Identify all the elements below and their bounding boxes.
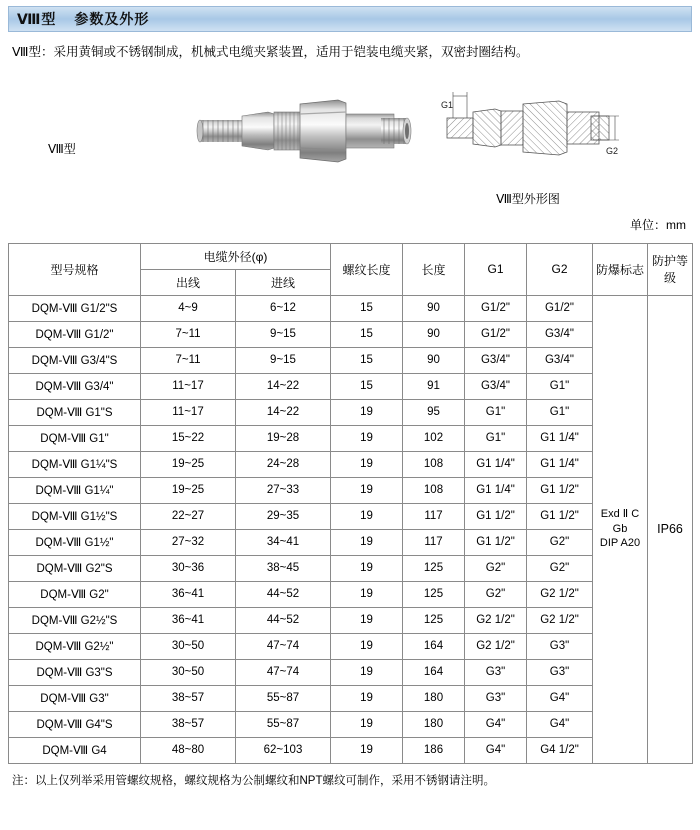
cell-g2: G2" [527,555,593,581]
cell-thread: 15 [331,321,403,347]
cell-g1: G1" [465,425,527,451]
cell-in: 9~15 [236,347,331,373]
cell-in: 44~52 [236,581,331,607]
cell-g1: G3/4" [465,373,527,399]
th-cable-diameter: 电缆外径(φ) [141,243,331,269]
cell-thread: 19 [331,685,403,711]
table-row [9,451,693,477]
cell-in: 44~52 [236,607,331,633]
cell-g2: G1 1/2" [527,477,593,503]
cell-in: 6~12 [236,295,331,321]
svg-text:G2: G2 [606,145,619,156]
cell-g1: G1 1/2" [465,529,527,555]
cell-g2: G1" [527,399,593,425]
cell-g2: G1 1/4" [527,451,593,477]
th-out-line: 出线 [141,269,236,295]
table-row [9,399,693,425]
cell-out: 36~41 [141,581,236,607]
cell-length: 125 [403,581,465,607]
table-row [9,425,693,451]
illustration-area [8,68,692,243]
cell-g1: G2 1/2" [465,633,527,659]
cell-g2: G2 1/2" [527,581,593,607]
cell-out: 36~41 [141,607,236,633]
table-row [9,555,693,581]
outline-drawing [433,78,623,178]
cell-out: 7~11 [141,321,236,347]
cell-g1: G1" [465,399,527,425]
cell-thread: 19 [331,529,403,555]
cell-out: 7~11 [141,347,236,373]
cell-thread: 19 [331,555,403,581]
th-model: 型号规格 [9,243,141,295]
product-photo [188,76,418,186]
table-header-row-1 [9,243,693,269]
cell-thread: 19 [331,607,403,633]
cell-out: 38~57 [141,685,236,711]
specification-table [8,243,693,764]
cell-out: 30~50 [141,659,236,685]
cell-out: 48~80 [141,737,236,763]
illustration-type-label: Ⅷ型 [48,141,76,156]
cell-model: DQM-Ⅷ G1¼"S [9,451,141,477]
cell-model: DQM-Ⅷ G1"S [9,399,141,425]
table-row [9,633,693,659]
table-row [9,685,693,711]
cell-g2: G3" [527,633,593,659]
cell-thread: 19 [331,737,403,763]
cell-out: 19~25 [141,451,236,477]
table-row [9,737,693,763]
cell-thread: 19 [331,477,403,503]
cell-thread: 19 [331,659,403,685]
cell-out: 11~17 [141,399,236,425]
cell-ip-grade: IP66 [648,295,693,763]
cell-out: 22~27 [141,503,236,529]
th-g1: G1 [465,243,527,295]
table-head [9,243,693,295]
cell-g1: G1 1/4" [465,477,527,503]
cell-length: 108 [403,477,465,503]
cell-length: 91 [403,373,465,399]
cell-thread: 19 [331,451,403,477]
cell-out: 30~50 [141,633,236,659]
ex-mark-line-1: Exd Ⅱ C Gb [600,507,640,535]
cell-model: DQM-Ⅷ G3"S [9,659,141,685]
cell-length: 186 [403,737,465,763]
cell-g2: G2" [527,529,593,555]
cell-g1: G3/4" [465,347,527,373]
cell-out: 15~22 [141,425,236,451]
cell-length: 117 [403,529,465,555]
cell-length: 102 [403,425,465,451]
cell-g2: G1" [527,373,593,399]
product-description: Ⅷ型：采用黄铜或不锈钢制成，机械式电缆夹紧装置，适用于铠装电缆夹紧，双密封圈结构。 [12,45,529,59]
cell-length: 125 [403,555,465,581]
cell-length: 164 [403,659,465,685]
cell-g2: G1/2" [527,295,593,321]
cell-length: 117 [403,503,465,529]
cell-in: 14~22 [236,373,331,399]
cell-model: DQM-Ⅷ G2"S [9,555,141,581]
cell-length: 164 [403,633,465,659]
cell-g1: G3" [465,659,527,685]
cell-in: 55~87 [236,685,331,711]
cell-length: 95 [403,399,465,425]
cell-g2: G3/4" [527,321,593,347]
cell-model: DQM-Ⅷ G4 [9,737,141,763]
cell-out: 11~17 [141,373,236,399]
cell-g2: G3/4" [527,347,593,373]
cell-thread: 19 [331,581,403,607]
table-row [9,373,693,399]
th-thread-length: 螺纹长度 [331,243,403,295]
cell-in: 19~28 [236,425,331,451]
page-subtitle: 参数及外形 [74,11,150,27]
cell-g1: G3" [465,685,527,711]
figure-caption: Ⅷ型外形图 [496,191,560,206]
cell-g1: G4" [465,711,527,737]
cell-g2: G2 1/2" [527,607,593,633]
cell-length: 125 [403,607,465,633]
cell-length: 90 [403,321,465,347]
cell-g1: G2" [465,581,527,607]
table-row [9,477,693,503]
cell-model: DQM-Ⅷ G1" [9,425,141,451]
cell-thread: 19 [331,425,403,451]
cell-g2: G4" [527,685,593,711]
cell-length: 90 [403,295,465,321]
cell-g1: G1/2" [465,295,527,321]
cell-g2: G3" [527,659,593,685]
table-row [9,347,693,373]
cell-model: DQM-Ⅷ G2½"S [9,607,141,633]
cell-model: DQM-Ⅷ G4"S [9,711,141,737]
cell-g2: G4" [527,711,593,737]
cell-in: 24~28 [236,451,331,477]
cell-g1: G1 1/4" [465,451,527,477]
cell-thread: 15 [331,295,403,321]
cell-out: 38~57 [141,711,236,737]
cell-g1: G1/2" [465,321,527,347]
table-row [9,581,693,607]
th-length: 长度 [403,243,465,295]
table-row [9,607,693,633]
cell-thread: 15 [331,373,403,399]
cell-model: DQM-Ⅷ G3/4"S [9,347,141,373]
cell-g1: G2" [465,555,527,581]
cell-out: 19~25 [141,477,236,503]
cell-model: DQM-Ⅷ G3" [9,685,141,711]
section-header-bar [8,6,692,32]
cell-in: 47~74 [236,659,331,685]
cell-g2: G1 1/4" [527,425,593,451]
cell-in: 34~41 [236,529,331,555]
cell-thread: 19 [331,633,403,659]
cell-in: 27~33 [236,477,331,503]
cell-model: DQM-Ⅷ G3/4" [9,373,141,399]
table-row [9,321,693,347]
cell-length: 90 [403,347,465,373]
cell-in: 38~45 [236,555,331,581]
cell-g2: G4 1/2" [527,737,593,763]
cell-model: DQM-Ⅷ G1½" [9,529,141,555]
ex-mark-line-2: DIP A20 [599,537,641,550]
cell-g1: G2 1/2" [465,607,527,633]
table-row [9,295,693,321]
cell-g1: G1 1/2" [465,503,527,529]
cell-out: 30~36 [141,555,236,581]
th-ex-mark: 防爆标志 [593,243,648,295]
cell-length: 180 [403,711,465,737]
cell-model: DQM-Ⅷ G1¼" [9,477,141,503]
page-title: Ⅷ型 [17,11,57,27]
table-row [9,711,693,737]
cell-in: 55~87 [236,711,331,737]
th-in-line: 进线 [236,269,331,295]
cell-thread: 19 [331,399,403,425]
table-row [9,659,693,685]
cell-in: 29~35 [236,503,331,529]
cell-in: 14~22 [236,399,331,425]
cell-length: 108 [403,451,465,477]
cell-in: 47~74 [236,633,331,659]
cell-model: DQM-Ⅷ G2½" [9,633,141,659]
cell-g1: G4" [465,737,527,763]
cell-out: 4~9 [141,295,236,321]
th-ip-grade: 防护等级 [648,243,693,295]
table-body [9,295,693,763]
table-row [9,529,693,555]
cell-ex-mark [593,295,648,763]
cell-thread: 15 [331,347,403,373]
unit-note: 单位：mm [630,217,686,232]
cell-thread: 19 [331,503,403,529]
cell-model: DQM-Ⅷ G1½"S [9,503,141,529]
cell-g2: G1 1/2" [527,503,593,529]
table-row [9,503,693,529]
table-footnote: 注：以上仅列举采用管螺纹规格，螺纹规格为公制螺纹和NPT螺纹可制作，采用不锈钢请注明。 [12,774,495,787]
cell-model: DQM-Ⅷ G2" [9,581,141,607]
cell-out: 27~32 [141,529,236,555]
cell-in: 62~103 [236,737,331,763]
cell-model: DQM-Ⅷ G1/2"S [9,295,141,321]
svg-text:G1: G1 [441,99,454,110]
cell-in: 9~15 [236,321,331,347]
cell-model: DQM-Ⅷ G1/2" [9,321,141,347]
page-root [0,6,700,830]
cell-length: 180 [403,685,465,711]
cell-thread: 19 [331,711,403,737]
th-g2: G2 [527,243,593,295]
